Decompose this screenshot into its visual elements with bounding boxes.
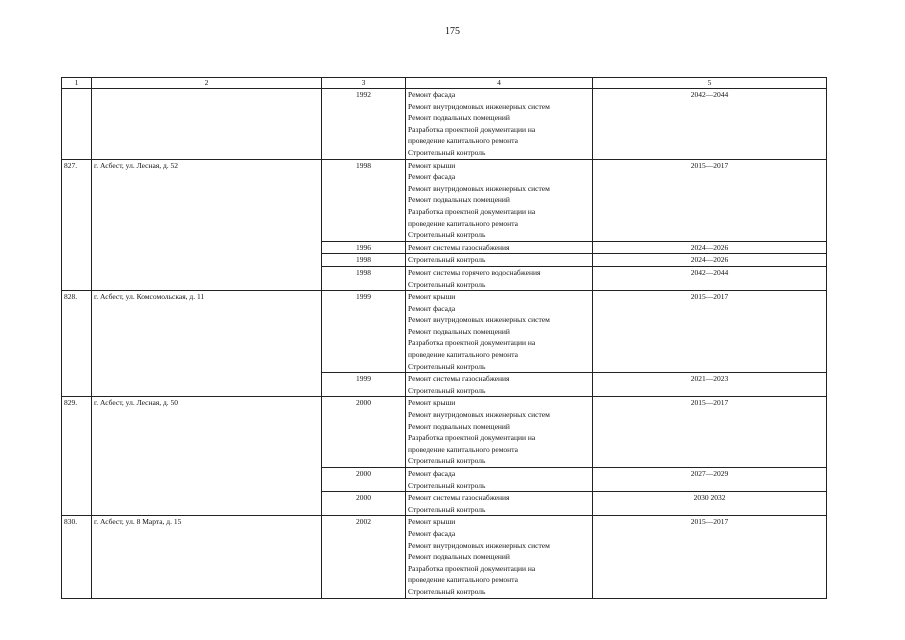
work-item: Ремонт подвальных помещений xyxy=(408,113,510,123)
work-item: Строительный контроль xyxy=(408,456,486,466)
period-cell: 2015—2017 xyxy=(593,159,827,241)
period-cell: 2024—2026 xyxy=(593,254,827,267)
year-cell: 1998 xyxy=(322,266,406,290)
year-cell: 1992 xyxy=(322,89,406,160)
work-item: Ремонт крыши xyxy=(408,160,456,170)
work-item: Ремонт фасада xyxy=(408,303,456,313)
works-cell xyxy=(406,241,593,254)
works-cell xyxy=(406,254,593,267)
page-number: 175 xyxy=(445,26,460,37)
work-item: Разработка проектной документации на xyxy=(408,124,536,134)
works-cell xyxy=(406,89,593,160)
header-col-3: 3 xyxy=(322,78,406,89)
table-row xyxy=(62,159,827,241)
header-row xyxy=(62,78,827,89)
work-item: Ремонт фасада xyxy=(408,469,456,478)
address-cell: г. Асбест, ул. Лесная, д. 50 xyxy=(92,397,322,516)
work-item: Разработка проектной документации на xyxy=(408,338,536,348)
work-item: Ремонт внутридомовых инженерных систем xyxy=(408,540,550,550)
header-col-4: 4 xyxy=(406,78,593,89)
work-item: Разработка проектной документации на xyxy=(408,433,536,443)
work-item: Строительный контроль xyxy=(408,279,486,289)
work-item: Ремонт системы газоснабжения xyxy=(408,242,510,252)
row-number: 828. xyxy=(62,291,92,397)
address-cell: г. Асбест, ул. Лесная, д. 52 xyxy=(92,159,322,291)
header-col-5: 5 xyxy=(593,78,827,89)
header-col-1: 1 xyxy=(62,78,92,89)
address-cell: г. Асбест, ул. 8 Марта, д. 15 xyxy=(92,516,322,598)
period-cell: 2030 2032 xyxy=(593,492,827,516)
table-row xyxy=(62,397,827,468)
year-cell: 1998 xyxy=(322,159,406,241)
work-item: Разработка проектной документации на xyxy=(408,563,536,573)
works-cell xyxy=(406,468,593,492)
year-cell: 1999 xyxy=(322,373,406,397)
year-cell: 2000 xyxy=(322,397,406,468)
year-cell: 2000 xyxy=(322,492,406,516)
year-cell: 2000 xyxy=(322,468,406,492)
work-item: Ремонт крыши xyxy=(408,292,456,302)
work-item: Ремонт фасада xyxy=(408,90,456,99)
address-cell xyxy=(92,89,322,160)
period-cell: 2042—2044 xyxy=(593,89,827,160)
repair-schedule-table xyxy=(61,77,827,599)
work-item: проведение капитального ремонта xyxy=(408,218,518,228)
year-cell: 2002 xyxy=(322,516,406,598)
table-row xyxy=(62,516,827,598)
work-item: Строительный контроль xyxy=(408,480,486,490)
period-cell: 2015—2017 xyxy=(593,516,827,598)
header-col-2: 2 xyxy=(92,78,322,89)
row-number: 827. xyxy=(62,159,92,291)
address-cell: г. Асбест, ул. Комсомольская, д. 11 xyxy=(92,291,322,397)
work-item: Строительный контроль xyxy=(408,586,486,596)
works-cell xyxy=(406,516,593,598)
year-cell: 1999 xyxy=(322,291,406,373)
works-cell xyxy=(406,266,593,290)
work-item: Строительный контроль xyxy=(408,361,486,371)
work-item: Ремонт подвальных помещений xyxy=(408,195,510,205)
work-item: Ремонт фасада xyxy=(408,528,456,538)
work-item: Ремонт внутридомовых инженерных систем xyxy=(408,183,550,193)
work-item: проведение капитального ремонта xyxy=(408,444,518,454)
work-item: Разработка проектной документации на xyxy=(408,206,536,216)
work-item: проведение капитального ремонта xyxy=(408,575,518,585)
works-cell xyxy=(406,373,593,397)
table-body xyxy=(62,89,827,599)
period-cell: 2024—2026 xyxy=(593,241,827,254)
work-item: проведение капитального ремонта xyxy=(408,350,518,360)
work-item: Ремонт крыши xyxy=(408,398,456,408)
period-cell: 2021—2023 xyxy=(593,373,827,397)
work-item: Ремонт фасада xyxy=(408,172,456,182)
work-item: Строительный контроль xyxy=(408,504,486,514)
work-item: Ремонт системы газоснабжения xyxy=(408,374,510,384)
work-item: Ремонт подвальных помещений xyxy=(408,552,510,562)
work-item: Строительный контроль xyxy=(408,385,486,395)
period-cell: 2027—2029 xyxy=(593,468,827,492)
work-item: Ремонт системы горячего водоснабжения xyxy=(408,267,541,277)
works-cell xyxy=(406,291,593,373)
work-item: Строительный контроль xyxy=(408,255,486,265)
period-cell: 2042—2044 xyxy=(593,266,827,290)
work-item: Строительный контроль xyxy=(408,147,486,157)
work-item: проведение капитального ремонта xyxy=(408,136,518,146)
work-item: Ремонт внутридомовых инженерных систем xyxy=(408,101,550,111)
works-cell xyxy=(406,159,593,241)
work-item: Строительный контроль xyxy=(408,230,486,240)
works-cell xyxy=(406,492,593,516)
works-cell xyxy=(406,397,593,468)
table-row xyxy=(62,89,827,160)
work-item: Ремонт крыши xyxy=(408,517,456,527)
work-item: Ремонт подвальных помещений xyxy=(408,326,510,336)
period-cell: 2015—2017 xyxy=(593,397,827,468)
row-number xyxy=(62,89,92,160)
period-cell: 2015—2017 xyxy=(593,291,827,373)
year-cell: 1996 xyxy=(322,241,406,254)
work-item: Ремонт внутридомовых инженерных систем xyxy=(408,410,550,420)
row-number: 830. xyxy=(62,516,92,598)
work-item: Ремонт системы газоснабжения xyxy=(408,493,510,503)
row-number: 829. xyxy=(62,397,92,516)
work-item: Ремонт внутридомовых инженерных систем xyxy=(408,315,550,325)
work-item: Ремонт подвальных помещений xyxy=(408,421,510,431)
year-cell: 1998 xyxy=(322,254,406,267)
table-row xyxy=(62,291,827,373)
